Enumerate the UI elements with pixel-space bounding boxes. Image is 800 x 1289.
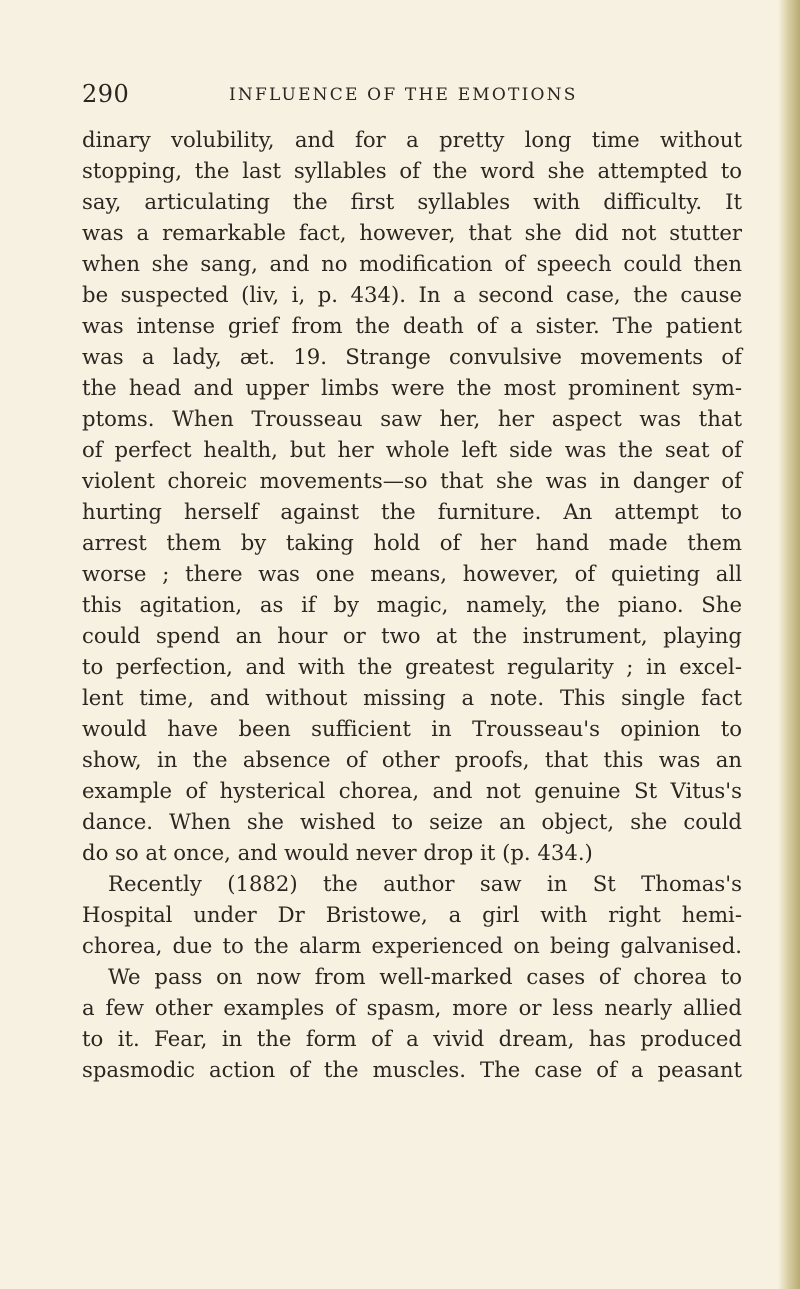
text-line: of perfect health, but her whole left side was the seat of	[82, 437, 742, 462]
text-line: Recently (1882) the author saw in St Thomas's	[108, 871, 742, 896]
text-line: do so at once, and would never drop it (p. 434.)	[82, 840, 593, 865]
text-line: hurting herself against the furniture. An attempt to	[82, 499, 742, 524]
text-line: was a remarkable fact, however, that she did not stutter	[82, 220, 742, 245]
text-line: to it. Fear, in the form of a vivid dream, has produced	[82, 1026, 742, 1051]
text-line: We pass on now from well-marked cases of chorea to	[108, 964, 742, 989]
text-line: stopping, the last syllables of the word she attempted to	[82, 158, 742, 183]
running-head	[82, 80, 732, 110]
text-line: chorea, due to the alarm experienced on being galvanised.	[82, 933, 742, 958]
text-line: show, in the absence of other proofs, that this was an	[82, 747, 742, 772]
text-line: dance. When she wished to seize an object, she could	[82, 809, 742, 834]
text-line: lent time, and without missing a note. This single fact	[82, 685, 742, 710]
text-line: dinary volubility, and for a pretty long time without	[82, 127, 742, 152]
text-line: the head and upper limbs were the most prominent sym-	[82, 375, 742, 400]
text-line: be suspected (liv, i, p. 434). In a second case, the cause	[82, 282, 742, 307]
text-line: would have been sufficient in Trousseau's opinion to	[82, 716, 742, 741]
body-text	[82, 124, 742, 1085]
text-line: spasmodic action of the muscles. The case of a peasant	[82, 1057, 742, 1082]
text-line: Hospital under Dr Bristowe, a girl with right hemi-	[82, 902, 742, 927]
text-line: to perfection, and with the greatest regularity ; in excel-	[82, 654, 742, 679]
page-edge-shadow	[778, 0, 800, 1289]
text-line: arrest them by taking hold of her hand made them	[82, 530, 742, 555]
text-line: could spend an hour or two at the instrument, playing	[82, 623, 742, 648]
text-line: example of hysterical chorea, and not genuine St Vitus's	[82, 778, 742, 803]
text-line: when she sang, and no modification of speech could then	[82, 251, 742, 276]
text-line: was a lady, æt. 19. Strange convulsive movements of	[82, 344, 742, 369]
text-line: say, articulating the first syllables with difficulty. It	[82, 189, 742, 214]
text-line: ptoms. When Trousseau saw her, her aspect was that	[82, 406, 742, 431]
text-line: worse ; there was one means, however, of quieting all	[82, 561, 742, 586]
text-line: was intense grief from the death of a sister. The patient	[82, 313, 742, 338]
text-line: a few other examples of spasm, more or less nearly allied	[82, 995, 742, 1020]
text-line: this agitation, as if by magic, namely, the piano. She	[82, 592, 742, 617]
running-head-title: INFLUENCE OF THE EMOTIONS	[229, 85, 578, 105]
text-line: violent choreic movements—so that she was in danger of	[82, 468, 742, 493]
page-number: 290	[82, 80, 130, 108]
